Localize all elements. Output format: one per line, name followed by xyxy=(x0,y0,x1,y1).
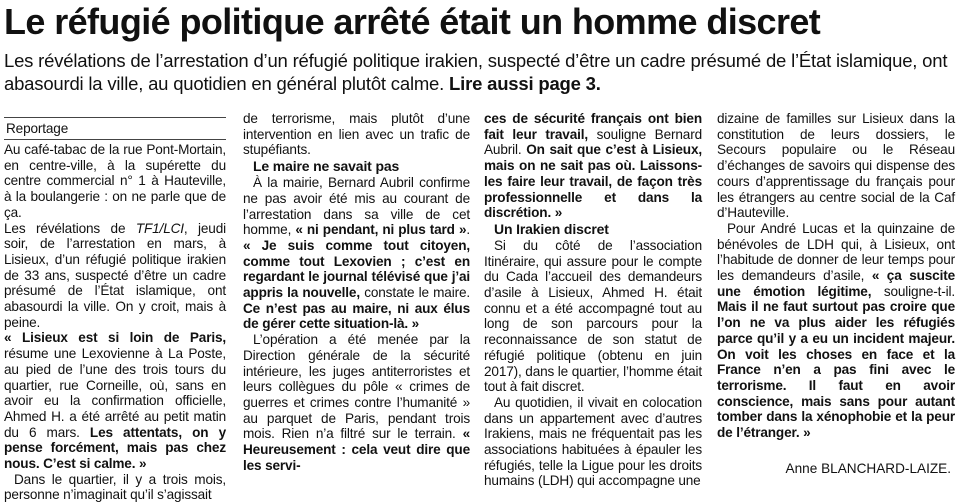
paragraph: ces de sécurité français ont bien fait leur travail, souligne Bernard Aubril. On sait que c’est à Lisieux, mais on ne sait pas où. Laissons-les faire leur travail, de façon très professionnelle et dans la discrétion. » xyxy=(484,111,702,221)
paragraph: « Lisieux est si loin de Paris, résume une Lexovienne à La Poste, au pied de l’une des trois tours du quartier, rue Corneille, où, sans en avoir eu la confirmation officielle, Ahmed H. a été arrêté au petit matin du 6 mars. Les attentats, on y pense forcément, mais pas chez nous. C’est si calme. » xyxy=(4,330,226,472)
author-signature: Anne BLANCHARD-LAIZE. xyxy=(785,461,951,476)
subheading: Le maire ne savait pas xyxy=(253,158,400,175)
column-3 xyxy=(484,111,702,489)
paragraph: dizaine de familles sur Lisieux dans la constitution de leurs dossiers, le Secours populaire ou le Réseau d’échanges de savoirs qui dispense des cours d’apprentissage du français pour les étrangers au centre social de la Caf d’Hauteville. xyxy=(717,111,955,221)
see-also-link: Lire aussi page 3. xyxy=(449,73,601,94)
paragraph: Dans le quartier, il y a trois mois, personne n’imaginait qu’il s’agissait xyxy=(4,471,226,503)
paragraph: À la mairie, Bernard Aubril confirme ne pas avoir été mis au courant de l’arrestation dans sa ville de cet homme, « ni pendant, ni plus tard ». « Je suis comme tout citoyen, comme tout Lexovien ; c’est en regardant le journal télévisé que j’ai appris la nouvelle, constate le maire. Ce n’est pas au maire, ni aux élus de gérer cette situation-là. » xyxy=(243,175,470,332)
headline: Le réfugié politique arrêté était un homme discret xyxy=(4,1,821,42)
paragraph: Pour André Lucas et la quinzaine de bénévoles de LDH qui, à Lisieux, ont l’habitude de donner de leur temps pour les demandeurs d’asile, « ça suscite une émotion légitime, souligne-t-il. Mais il ne faut surtout pas croire que l’on ne va plus aider les réfugiés parce qu’il y a eu un incident majeur. On voit les choses en face et la France n’en a pas fini avec le terrorisme. Il faut en avoir conscience, mais sans pour autant tomber dans la xénophobie et la peur de l’étranger. » xyxy=(717,220,956,441)
column-2 xyxy=(243,111,470,473)
paragraph: de terrorisme, mais plutôt d’une intervention en lien avec un trafic de stupéfiants. xyxy=(243,111,470,158)
paragraph: Au quotidien, il vivait en colocation dans un appartement avec d’autres Irakiens, mais ne fréquentait pas les associations habituées à épauler les réfugiés, telle la Ligue pour les droits humains (LDH) qui accompagne une xyxy=(484,394,702,489)
paragraph: Si du côté de l’association Itinéraire, qui assure pour le compte du Cada l’accueil des demandeurs d’asile à Lisieux, Ahmed H. était connu et a été accompagné tout au long de son parcours pour la reconnaissance de son statut de réfugié politique (obtenu en juin 2017), dans le quartier, l’homme était tout à fait discret. xyxy=(484,237,702,395)
section-label: Reportage xyxy=(4,117,226,140)
paragraph: L’opération a été menée par la Direction générale de la sécurité intérieure, les juges antiterroristes et leurs collègues du pôle « crimes de guerres et crimes contre l’humanité » au parquet de Paris, pendant trois mois. Rien n’a filtré sur le terrain. « Heureusement : cela veut dire que les servi- xyxy=(243,332,470,473)
paragraph: Au café-tabac de la rue Pont-Mortain, en centre-ville, à la supérette du centre commercial n° 1 à Hauteville, à la boulangerie : on ne parle que de ça. xyxy=(4,142,226,220)
subheading: Un Irakien discret xyxy=(494,220,609,237)
paragraph: Les révélations de TF1/LCI, jeudi soir, de l’arrestation en mars, à Lisieux, d’un réfugié politique irakien de 33 ans, suspecté d’être un cadre présumé de l’État islamique, ont abasourdi la ville. On y croit, mais à peine. xyxy=(4,220,226,330)
standfirst-text: Les révélations de l’arrestation d’un réfugié politique irakien, suspecté d’être un cadre présumé de l’État islamique, ont abasourdi la ville, au quotidien en général plutôt calme. xyxy=(4,50,948,94)
column-4 xyxy=(717,111,955,441)
column-1 xyxy=(4,117,226,503)
standfirst xyxy=(4,49,956,95)
